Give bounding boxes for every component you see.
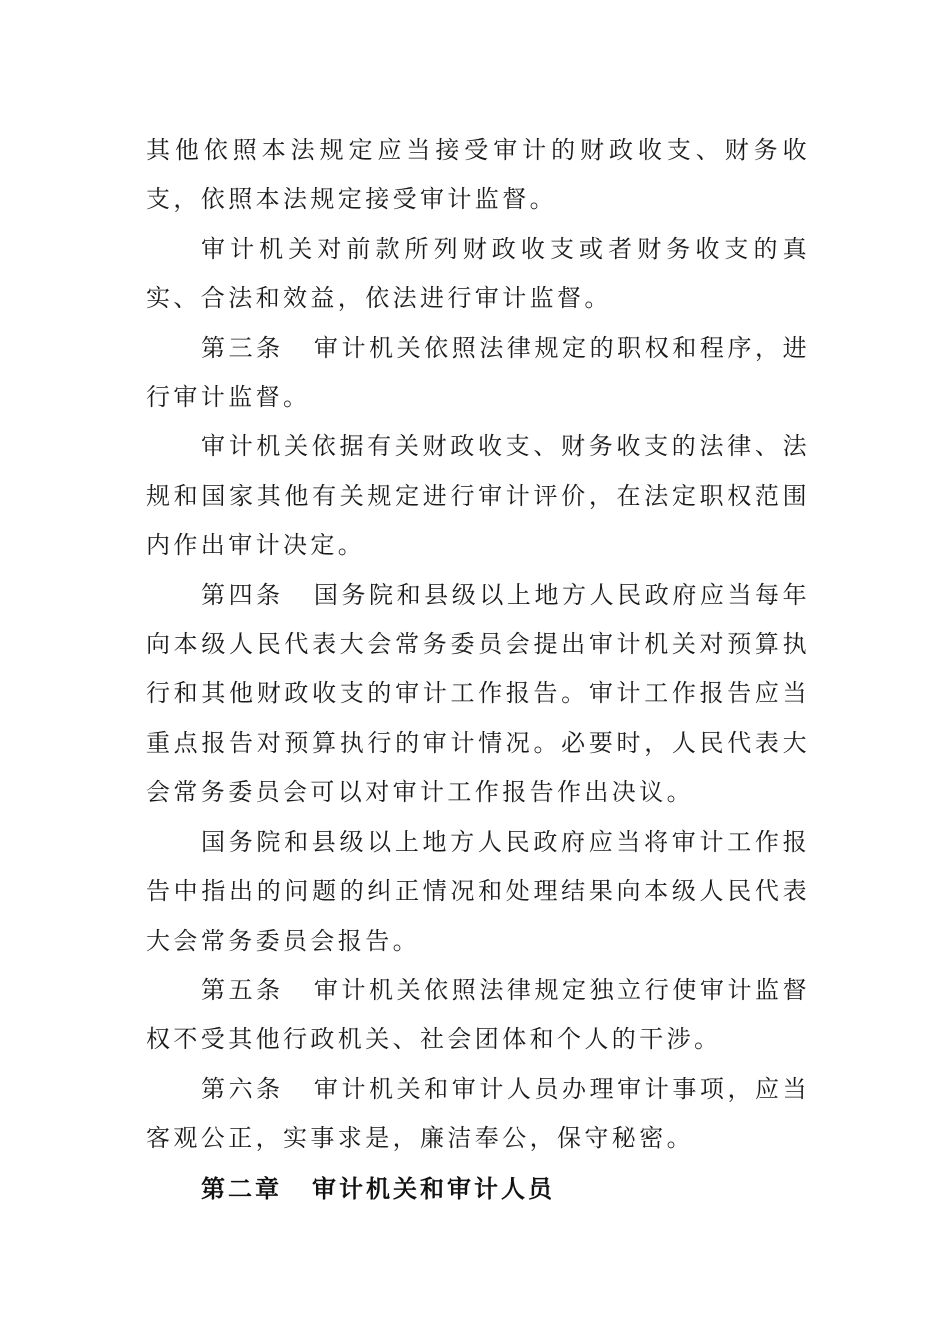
paragraph <box>146 225 810 324</box>
chapter-number: 第二章 <box>201 1173 282 1203</box>
article-4-paragraph <box>146 571 810 818</box>
paragraph-text: 国务院和县级以上地方人民政府应当将审计工作报告中指出的问题的纠正情况和处理结果向本级人民代表大会常务委员会报告。 <box>146 827 810 955</box>
paragraph <box>146 126 810 225</box>
paragraph-text: 其他依照本法规定应当接受审计的财政收支、财务收支，依照本法规定接受审计监督。 <box>146 136 810 214</box>
article-6-paragraph <box>146 1065 810 1164</box>
article-3-paragraph <box>146 324 810 423</box>
chapter-heading <box>146 1164 810 1213</box>
paragraph-text: 审计机关依据有关财政收支、财务收支的法律、法规和国家其他有关规定进行审计评价，在法定职权范围内作出审计决定。 <box>146 432 810 560</box>
paragraph-text: 审计机关依照法律规定独立行使审计监督权不受其他行政机关、社会团体和个人的干涉。 <box>146 975 810 1054</box>
article-number: 第六条 <box>201 1074 284 1103</box>
chapter-title: 审计机关和审计人员 <box>312 1173 555 1203</box>
article-number: 第四条 <box>201 580 284 609</box>
article-5-paragraph <box>146 966 810 1065</box>
article-number: 第三条 <box>201 333 284 362</box>
paragraph <box>146 422 810 570</box>
paragraph-text: 审计机关对前款所列财政收支或者财务收支的真实、合法和效益，依法进行审计监督。 <box>146 234 810 313</box>
paragraph-text: 国务院和县级以上地方人民政府应当每年向本级人民代表大会常务委员会提出审计机关对预算执行和其他财政收支的审计工作报告。审计工作报告应当重点报告对预算执行的审计情况。必要时，人民代表大会常务委员会可以对审计工作报告作出决议。 <box>146 580 810 807</box>
article-number: 第五条 <box>201 975 284 1004</box>
paragraph-text: 审计机关依照法律规定的职权和程序，进行审计监督。 <box>146 333 810 412</box>
paragraph-text: 审计机关和审计人员办理审计事项，应当客观公正，实事求是，廉洁奉公，保守秘密。 <box>146 1074 810 1153</box>
paragraph <box>146 818 810 966</box>
document-page <box>146 126 810 1213</box>
